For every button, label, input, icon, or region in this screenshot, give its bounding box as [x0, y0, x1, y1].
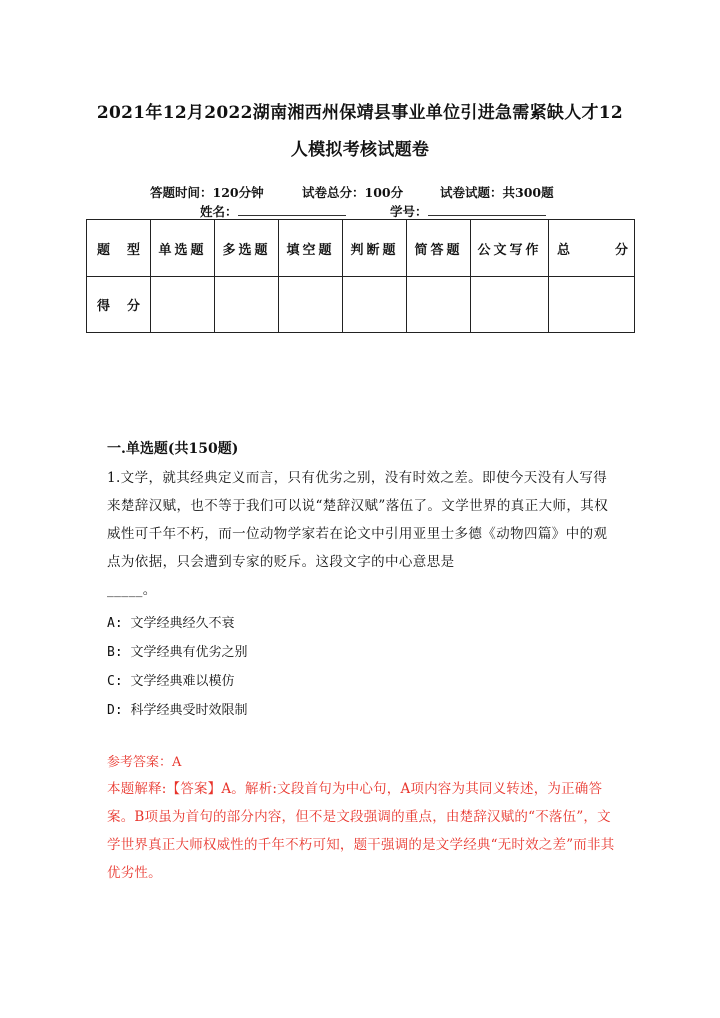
score-cell [471, 277, 549, 333]
student-id-label: 学号： [390, 204, 428, 219]
student-id-field [390, 202, 546, 220]
score-cell [215, 277, 279, 333]
exam-total-score: 试卷总分：100分 [302, 185, 404, 200]
score-cell [407, 277, 471, 333]
answer-explanation: 本题解释:【答案】A。解析:文段首句为中心句，A项内容为其同义转述，为正确答案。B项虽为首句的部分内容，但不是文段强调的重点，由楚辞汉赋的“不落伍”，文学世界真正大师权威性的千年不朽可知，题干强调的是文学经典“无时效之差”而非其优劣性。 [107, 781, 615, 881]
score-cell [151, 277, 215, 333]
name-blank [238, 204, 346, 216]
col-official-writing: 公文写作 [471, 220, 549, 277]
col-single-choice: 单选题 [151, 220, 215, 277]
option-c: C: 文学经典难以模仿 [107, 674, 235, 689]
option-b: B: 文学经典有优劣之别 [107, 645, 248, 660]
score-table [86, 219, 635, 333]
paper-title-line1: 2021年12月2022湖南湘西州保靖县事业单位引进急需紧缺人才12 [96, 103, 624, 123]
student-id-blank [428, 204, 546, 216]
question-stem [107, 464, 617, 604]
option-d: D: 科学经典受时效限制 [107, 703, 248, 718]
reference-answer: 参考答案：A [107, 755, 182, 770]
row-label-score: 得 分 [87, 277, 151, 333]
score-cell [279, 277, 343, 333]
exam-question-count: 试卷试题：共300题 [440, 185, 554, 200]
score-cell [343, 277, 407, 333]
row-label-type: 题 型 [87, 220, 151, 277]
col-total: 总 分 [549, 220, 635, 277]
name-field [200, 202, 346, 220]
score-cell [549, 277, 635, 333]
question-text: 1.文学，就其经典定义而言，只有优劣之别，没有时效之差。即使今天没有人写得来楚辞汉赋，也不等于我们可以说“楚辞汉赋”落伍了。文学世界的真正大师，其权威性可千年不朽，而一位动物学家若在论文中引用亚里士多德《动物四篇》中的观点为依据，只会遭到专家的贬斥。这段文字的中心意思是 [107, 470, 609, 570]
col-short-answer: 简答题 [407, 220, 471, 277]
paper-title-line2: 人模拟考核试题卷 [290, 140, 430, 160]
name-label: 姓名： [200, 204, 238, 219]
score-table-header-row [87, 220, 635, 277]
col-fill-blank: 填空题 [279, 220, 343, 277]
exam-time: 答题时间：120分钟 [150, 185, 264, 200]
question-blank: _____。 [107, 582, 157, 598]
col-true-false: 判断题 [343, 220, 407, 277]
option-a: A: 文学经典经久不衰 [107, 616, 235, 631]
score-table-score-row [87, 277, 635, 333]
section-heading: 一.单选题(共150题) [107, 441, 239, 457]
col-multi-choice: 多选题 [215, 220, 279, 277]
